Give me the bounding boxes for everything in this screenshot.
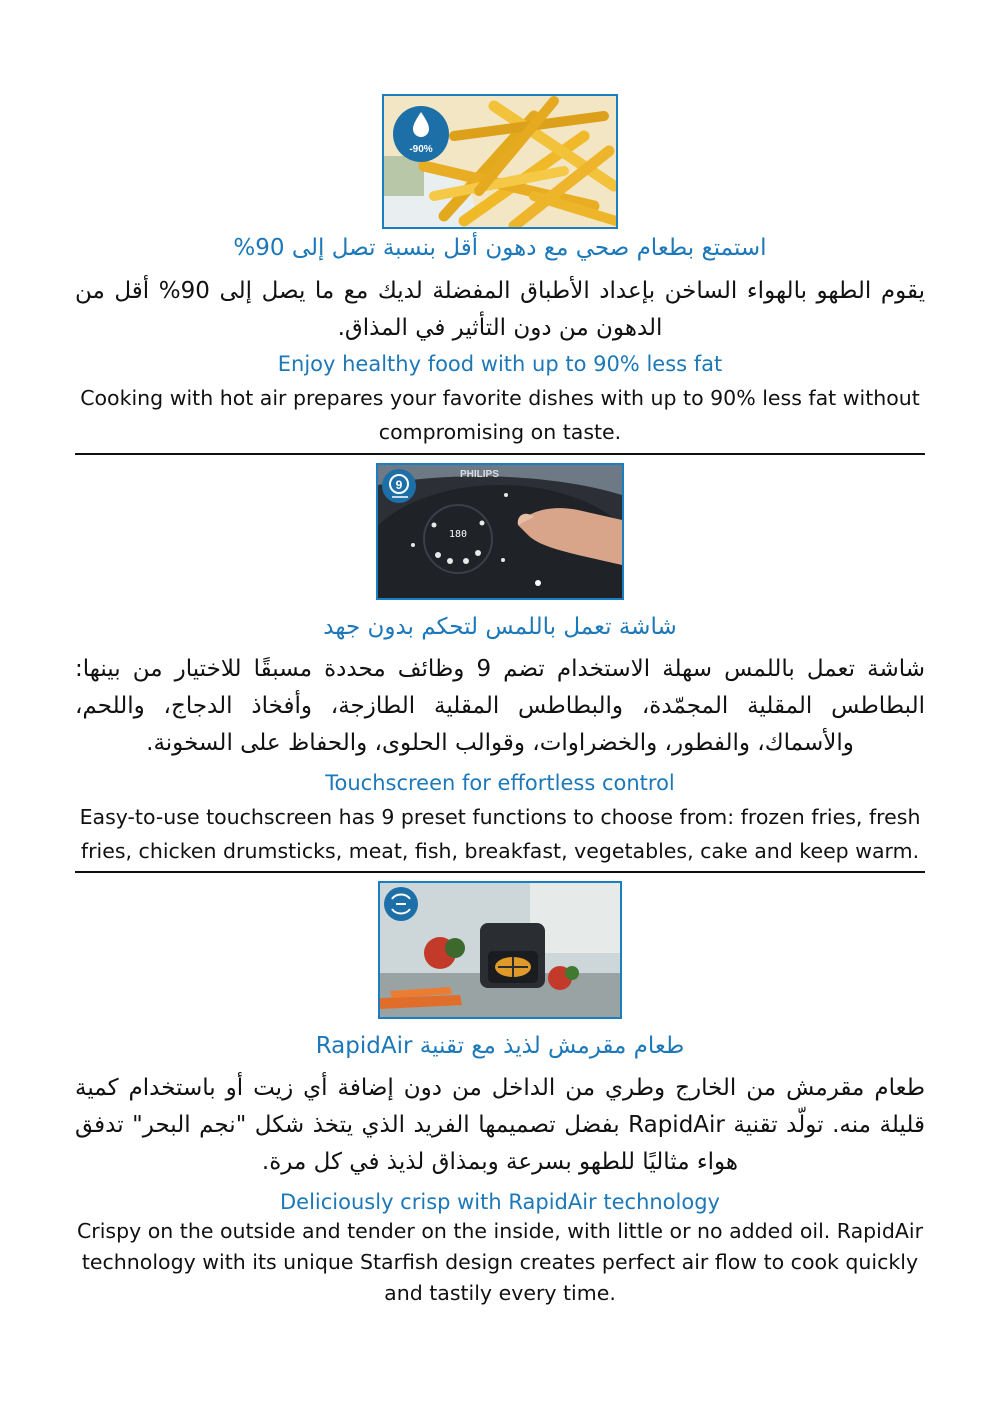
english-title: Enjoy healthy food with up to 90% less fat (277, 352, 723, 376)
arabic-title: طعام مقرمش لذيذ مع تقنية RapidAir (315, 1033, 685, 1059)
arabic-body: يقوم الطهو بالهواء الساخن بإعداد الأطباق المفضلة لديك مع ما يصل إلى 90% أقل من الدهون من دون التأثير في المذاق. (75, 278, 925, 341)
english-body: Easy-to-use touchscreen has 9 preset functions to choose from: frozen fries, fresh fries, chicken drumsticks, meat, fish, breakfast, vegetables, cake and keep warm. (79, 805, 921, 863)
brand-label: PHILIPS (460, 469, 499, 480)
badge-text: -90% (409, 144, 433, 155)
english-body: Crispy on the outside and tender on the inside, with little or no added oil. RapidAir technology with its unique Starfish design creates perfect air flow to cook quickly and tastily every time. (76, 1219, 924, 1305)
english-body: Cooking with hot air prepares your favorite dishes with up to 90% less fat without compromising on taste. (80, 386, 920, 444)
english-title: Touchscreen for effortless control (325, 771, 675, 795)
preset-count-badge: 9 (395, 478, 403, 492)
airfryer-kitchen-photo (378, 881, 622, 1019)
arabic-body: طعام مقرمش من الخارج وطري من الداخل من دون إضافة أي زيت أو باستخدام كمية قليلة منه. تولّد تقنية RapidAir بفضل تصميمها الفريد الذي يتخذ شكل "نجم البحر" تدفق هواء مثاليًا للطهو بسرعة وبمذاق لذيذ في كل مرة. (75, 1075, 925, 1175)
arabic-body: شاشة تعمل باللمس سهلة الاستخدام تضم 9 وظائف محددة مسبقًا للاختيار من بينها: البطاطس المقلية المجمّدة، والبطاطس المقلية الطازجة، وأفخاذ الدجاج، واللحم، والأسماك، والفطور، والخضراوات، وقوالب الحلوى، والحفاظ على السخونة. (75, 656, 925, 756)
display-readout: 180 (448, 529, 468, 540)
english-title: Deliciously crisp with RapidAir technology (280, 1190, 720, 1214)
arabic-title: شاشة تعمل باللمس لتحكم بدون جهد (323, 614, 677, 640)
arabic-title: استمتع بطعام صحي مع دهون أقل بنسبة تصل إلى 90% (233, 235, 767, 261)
